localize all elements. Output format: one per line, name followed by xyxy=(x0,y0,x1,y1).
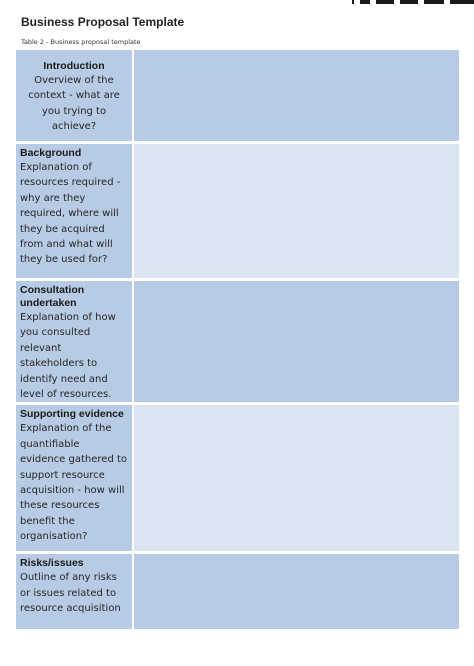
content-cell-risks[interactable] xyxy=(134,554,459,632)
logo-mark xyxy=(352,0,354,4)
table-caption: Table 2 - Business proposal template xyxy=(21,38,141,46)
table-row xyxy=(16,50,459,144)
document-title: Business Proposal Template xyxy=(21,15,185,29)
section-heading-risks: Risks/issues xyxy=(20,557,84,570)
table-row xyxy=(16,144,459,281)
logo-mark xyxy=(376,0,394,4)
logo-mark xyxy=(400,0,418,4)
table-row xyxy=(16,281,459,405)
section-heading-consultation: Consultation undertaken xyxy=(20,284,85,309)
table-row xyxy=(16,554,459,632)
proposal-table xyxy=(16,50,459,632)
content-cell-consultation[interactable] xyxy=(134,281,459,405)
content-cell-introduction[interactable] xyxy=(134,50,459,144)
table-row xyxy=(16,405,459,554)
section-heading-supporting-evidence: Supporting evidence xyxy=(20,408,124,421)
section-description: Overview of the context - what are you trying to achieve? xyxy=(28,75,120,133)
content-cell-supporting-evidence[interactable] xyxy=(134,405,459,554)
brand-logo xyxy=(344,0,474,8)
label-cell-background xyxy=(16,144,134,281)
section-description: Explanation of the quantifiable evidence gathered to support resource acquisition - how will these resources benefit the organisation? xyxy=(20,423,128,543)
section-description: Explanation of how you consulted relevant stakeholders to identify need and level of resources. xyxy=(20,312,116,401)
label-cell-introduction xyxy=(16,50,134,144)
section-description: Outline of any risks or issues related to resource acquisition xyxy=(20,572,121,615)
content-cell-background[interactable] xyxy=(134,144,459,281)
logo-mark xyxy=(424,0,444,4)
logo-mark xyxy=(450,0,474,4)
label-cell-consultation xyxy=(16,281,134,405)
section-heading-background: Background xyxy=(20,147,82,159)
logo-mark xyxy=(360,0,370,4)
label-cell-risks xyxy=(16,554,134,632)
section-description: Explanation of resources required - why are they required, where will they be acquired from and what will they be used for? xyxy=(20,162,121,266)
label-cell-supporting-evidence xyxy=(16,405,134,554)
section-heading-introduction: Introduction xyxy=(43,60,105,72)
